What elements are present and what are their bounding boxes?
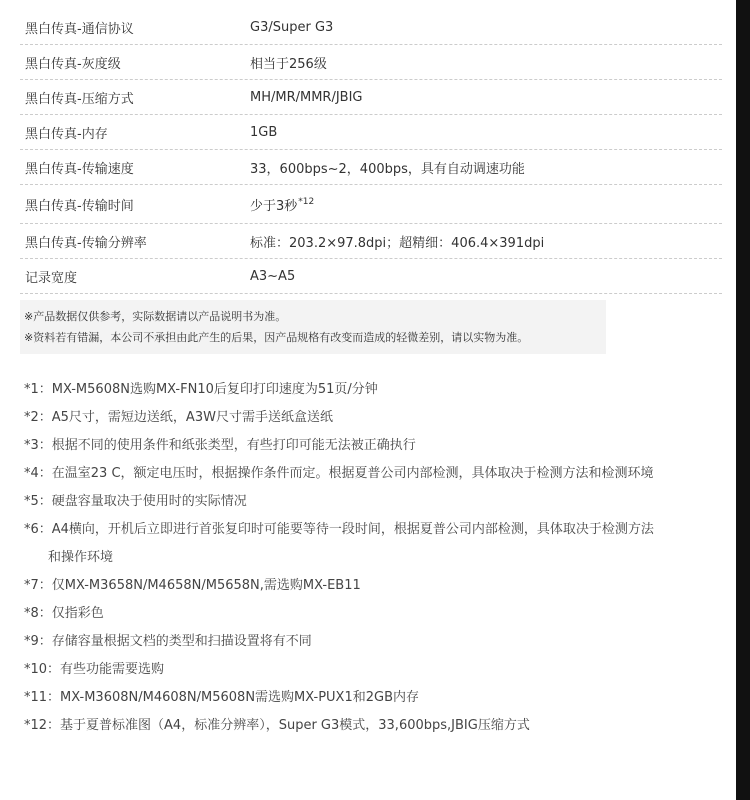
spec-row-compression [20, 80, 722, 115]
spec-label: 记录宽度 [25, 270, 78, 286]
footnote-4: *4：在温室23 C，额定电压时，根据操作条件而定。根据夏普公司内部检测，具体取决于检测方法和检测环境 [24, 466, 654, 481]
spec-label: 黑白传真-通信协议 [25, 21, 134, 37]
spec-label: 黑白传真-传输时间 [25, 198, 134, 214]
footnote-7: *7：仅MX-M3658N/M4658N/M5658N,需选购MX-EB11 [24, 578, 361, 593]
footnote-6: *6：A4横向，开机后立即进行首张复印时可能要等待一段时间，根据夏普公司内部检测，具体取决于检测方法 [24, 522, 654, 537]
spec-value: 相当于256级 [250, 56, 327, 72]
spec-value: 1GB [250, 124, 278, 140]
footnote-8: *8：仅指彩色 [24, 606, 104, 621]
disclaimer-box [20, 300, 606, 354]
footnote-11: *11：MX-M3608N/M4608N/M5608N需选购MX-PUX1和2GB内存 [24, 690, 420, 705]
spec-label: 黑白传真-灰度级 [25, 56, 121, 72]
spec-label: 黑白传真-传输分辨率 [25, 235, 147, 251]
spec-row-memory [20, 115, 722, 150]
footnote-3: *3：根据不同的使用条件和纸张类型，有些打印可能无法被正确执行 [24, 438, 416, 453]
footnote-continuation: 和操作环境 [48, 550, 114, 565]
spec-row-speed [20, 150, 722, 185]
disclaimer-line: ※资料若有错漏，本公司不承担由此产生的后果，因产品规格有改变而造成的轻微差别，请以实物为准。 [24, 331, 529, 344]
spec-value-text: 少于3秒 [250, 198, 298, 214]
spec-value: A3~A5 [250, 268, 296, 284]
spec-row-record-width [20, 259, 722, 294]
footnote-10: *10：有些功能需要选购 [24, 662, 165, 677]
spec-row-grayscale [20, 45, 722, 80]
spec-value: 标准：203.2×97.8dpi；超精细：406.4×391dpi [250, 235, 545, 251]
spec-row-resolution [20, 224, 722, 259]
footnote-2: *2：A5尺寸，需短边送纸，A3W尺寸需手送纸盒送纸 [24, 410, 333, 425]
footnotes-list [24, 376, 724, 740]
spec-value [250, 195, 722, 214]
right-edge-strip [736, 0, 750, 800]
spec-row-time [20, 185, 722, 224]
spec-value: 33，600bps~2，400bps，具有自动调速功能 [250, 161, 525, 177]
footnote-1: *1：MX-M5608N选购MX-FN10后复印打印速度为51页/分钟 [24, 382, 378, 397]
footnote-6-continued [24, 544, 724, 572]
spec-label: 黑白传真-内存 [25, 126, 108, 142]
spec-table [20, 10, 722, 294]
footnote-9: *9：存储容量根据文档的类型和扫描设置将有不同 [24, 634, 312, 649]
footnote-5: *5：硬盘容量取决于使用时的实际情况 [24, 494, 247, 509]
footnote-ref: *12 [298, 197, 315, 208]
spec-value: MH/MR/MMR/JBIG [250, 89, 363, 105]
spec-value: G3/Super G3 [250, 19, 334, 35]
footnote-12: *12：基于夏普标准图（A4，标准分辨率），Super G3模式，33,600bps,JBIG压缩方式 [24, 718, 530, 733]
spec-label: 黑白传真-传输速度 [25, 161, 134, 177]
spec-row-protocol [20, 10, 722, 45]
spec-label: 黑白传真-压缩方式 [25, 91, 134, 107]
disclaimer-line: ※产品数据仅供参考，实际数据请以产品说明书为准。 [24, 310, 287, 323]
